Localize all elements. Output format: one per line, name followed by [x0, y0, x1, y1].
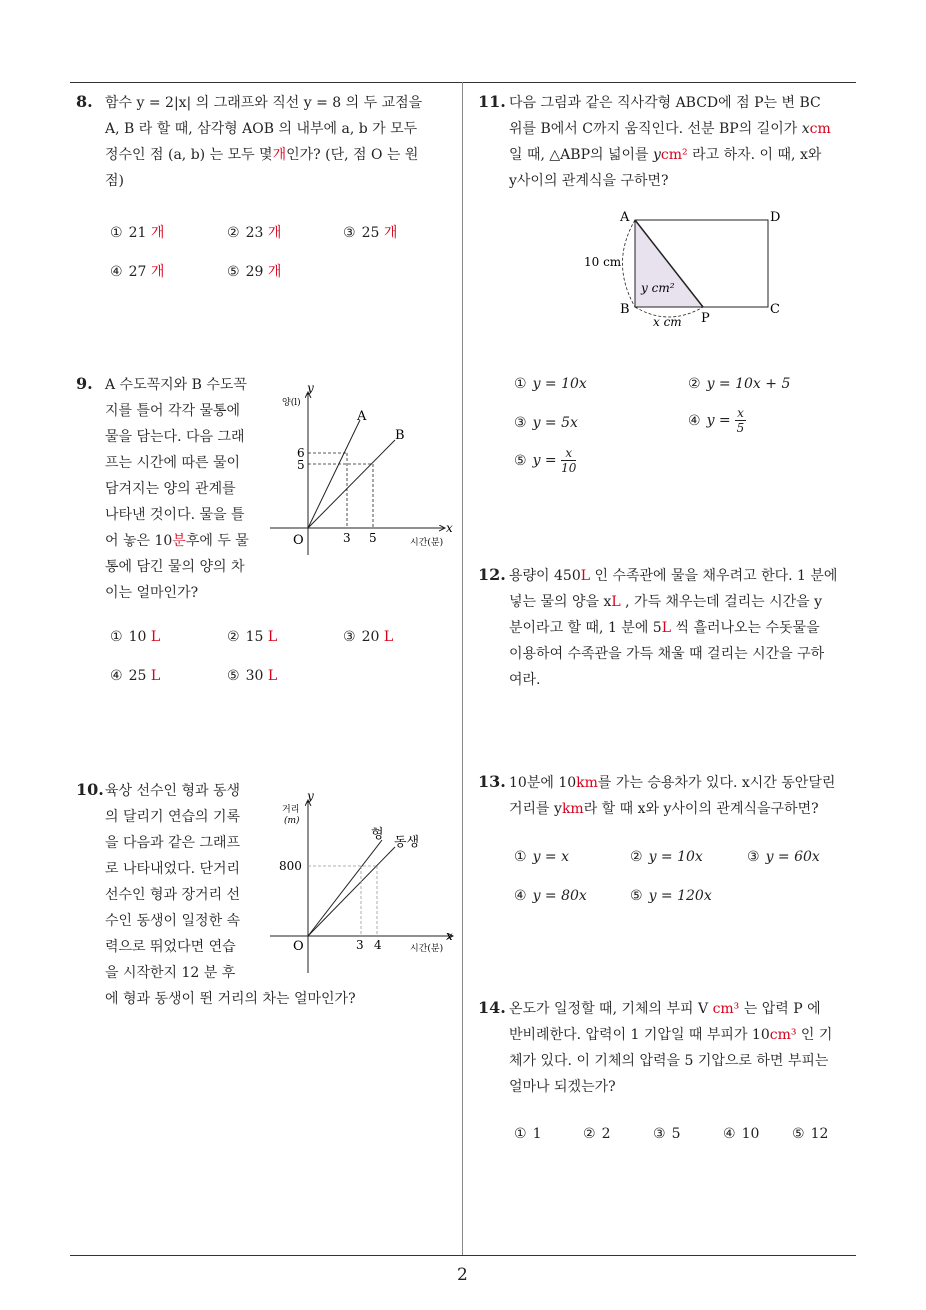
origin-label: O — [293, 939, 304, 954]
choice-4[interactable]: ④ 27 개 — [110, 264, 165, 280]
x-unit-label: 시간(분) — [410, 538, 444, 548]
q9-graph — [265, 380, 460, 555]
area-label: y cm² — [641, 281, 675, 295]
label-b: B — [620, 302, 630, 317]
line-hyung-label: 형 — [371, 827, 384, 842]
choice-5[interactable]: ⑤ 29 개 — [227, 264, 282, 280]
question-number: 11. — [478, 92, 506, 111]
choice-2[interactable]: ② y = 10x — [630, 849, 703, 865]
choice-5[interactable]: ⑤ y = 120x — [630, 888, 712, 904]
question-number: 12. — [478, 565, 506, 584]
label-a: A — [620, 210, 630, 225]
question-number: 14. — [478, 998, 506, 1017]
question-number: 9. — [76, 374, 93, 393]
question-text: 육상 선수인 형과 동생 의 달리기 연습의 기록 을 다음과 같은 그래프 로 나타내었다. 단거리 선수인 형과 장거리 선 수인 동생이 일정한 속 력으로 뛰었다면 연습 을 시작한지 12 분 후 에 형과 동생이 뛴 거리의 차는 얼마인가? — [105, 783, 356, 1007]
y-unit-label: 거리 — [282, 805, 300, 815]
question-text: 온도가 일정할 때, 기체의 부피 V cm³ 는 압력 P 에 반비례한다. 압력이 1 기압일 때 부피가 10cm³ 인 기 체가 있다. 이 기체의 압력을 5 기압으로 하면 부피는 얼마나 되겠는가? — [509, 1001, 833, 1095]
y-axis-label: y — [307, 381, 314, 395]
choice-1[interactable]: ① y = x — [514, 849, 569, 865]
y-tick-800: 800 — [279, 859, 302, 873]
x-tick-3: 3 — [356, 938, 364, 952]
y-axis-label: y — [307, 789, 314, 803]
x-axis-label: x — [446, 929, 453, 943]
question-text: 함수 y = 2|x| 의 그래프와 직선 y = 8 의 두 교점을 A, B 라 할 때, 삼각형 AOB 의 내부에 a, b 가 모두 정수인 점 (a, b) 는 모두 몇개인가? (단, 점 O 는 원 점) — [105, 95, 423, 189]
line-dongsaeng — [308, 847, 395, 936]
x-tick-5: 5 — [369, 531, 377, 545]
question-number: 13. — [478, 772, 506, 791]
choice-3[interactable]: ③ 25 개 — [343, 225, 398, 241]
y-tick-6: 6 — [297, 446, 305, 460]
line-hyung — [308, 840, 382, 936]
question-text: 용량이 450L 인 수족관에 물을 채우려고 한다. 1 분에 넣는 물의 양을 xL , 가득 채우는데 걸리는 시간을 y 분이라고 할 때, 1 분에 5L 씩 흘러나오는 수돗물을 이용하여 수족관을 가득 채울 때 걸리는 시간을 구하 여라. — [509, 568, 838, 688]
choice-4[interactable]: ④ 25 L — [110, 668, 161, 684]
x-axis-label: x — [446, 521, 453, 535]
label-d: D — [770, 210, 781, 225]
label-c: C — [770, 302, 780, 317]
q11-figure — [580, 205, 795, 330]
y-tick-5: 5 — [297, 458, 305, 472]
line-a — [308, 420, 360, 528]
y-unit-label-2: (m) — [284, 816, 300, 826]
page-number: 2 — [457, 1265, 468, 1285]
top-rule — [70, 82, 856, 83]
x-tick-4: 4 — [374, 938, 382, 952]
choice-3[interactable]: ③ y = 60x — [747, 849, 820, 865]
question-text: A 수도꼭지와 B 수도꼭 지를 틀어 각각 물통에 물을 담는다. 다음 그래 프는 시간에 따른 물이 담겨지는 양의 관계를 나타낸 것이다. 물을 틀 어 놓은 10분후에 두 물 통에 담긴 물의 양의 차 이는 얼마인가? — [105, 377, 249, 601]
line-a-label: A — [357, 409, 367, 424]
choice-2[interactable]: ② 15 L — [227, 629, 278, 645]
choice-4[interactable]: ④ 10 — [723, 1126, 760, 1142]
choice-2[interactable]: ② 23 개 — [227, 225, 282, 241]
label-p: P — [701, 311, 710, 326]
question-number: 10. — [76, 780, 104, 799]
side-label: 10 cm — [584, 255, 622, 269]
choice-1[interactable]: ① 10 L — [110, 629, 161, 645]
choice-5[interactable]: ⑤ 12 — [792, 1126, 829, 1142]
choice-5[interactable]: ⑤ 30 L — [227, 668, 278, 684]
choice-3[interactable]: ③ y = 5x — [514, 415, 578, 431]
bottom-rule — [70, 1255, 856, 1256]
choice-4[interactable]: ④ y = 80x — [514, 888, 587, 904]
line-b — [308, 440, 395, 528]
choice-1[interactable]: ① 1 — [514, 1126, 542, 1142]
base-label: x cm — [653, 315, 682, 329]
choice-1[interactable]: ① 21 개 — [110, 225, 165, 241]
question-number: 8. — [76, 92, 93, 111]
line-b-label: B — [395, 428, 405, 443]
choice-3[interactable]: ③ 5 — [653, 1126, 681, 1142]
question-text: 10분에 10km를 가는 승용차가 있다. x시간 동안달린 거리를 ykm라 할 때 x와 y사이의 관계식을구하면? — [509, 775, 836, 817]
x-unit-label: 시간(분) — [410, 944, 444, 954]
q10-graph — [265, 788, 460, 978]
origin-label: O — [293, 533, 304, 548]
y-unit-label: 양(l) — [282, 398, 301, 408]
line-dongsaeng-label: 동생 — [394, 835, 420, 850]
choice-5[interactable]: ⑤ y = $\frac{x}{10}$ — [514, 446, 577, 475]
choice-2[interactable]: ② y = 10x + 5 — [688, 376, 791, 392]
x-tick-3: 3 — [343, 531, 351, 545]
column-divider — [462, 82, 463, 1256]
choice-3[interactable]: ③ 20 L — [343, 629, 394, 645]
choice-1[interactable]: ① y = 10x — [514, 376, 587, 392]
choice-2[interactable]: ② 2 — [583, 1126, 611, 1142]
question-text: 다음 그림과 같은 직사각형 ABCD에 점 P는 변 BC 위를 B에서 C까지 움직인다. 선분 BP의 길이가 xcm 일 때, △ABP의 넓이를 ycm² 라고 하자. 이 때, x와 y사이의 관계식을 구하면? — [509, 95, 831, 189]
choice-4[interactable]: ④ y = $\frac{x}{5}$ — [688, 406, 745, 435]
